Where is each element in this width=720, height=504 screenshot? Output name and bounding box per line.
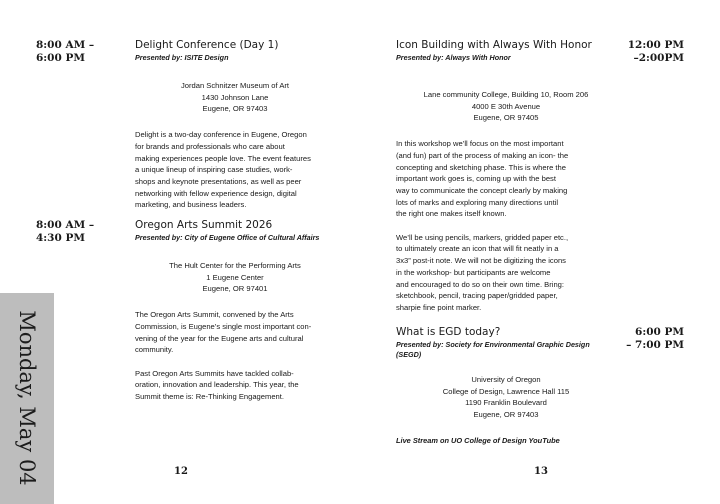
page-number: 13 xyxy=(534,466,548,477)
day-tab xyxy=(0,293,54,504)
event-time: 6:00 PM – 7:00 PM xyxy=(626,326,684,351)
event-description: In this workshop we’ll focus on the most important (and fun) part of the process of making an icon- the concepting and sketching phase. This is where the important work goes is, coming up with the best way to communicate the concept clearly by making lots of marks and exploring many directions until the right one makes itself known. We’ll be using pencils, markers, gridded paper etc., to ultimately create an icon that will fit neatly in a 3x3” post-it note. We will not be digitizing the icons in the workshop- but participants are welcome and encouraged to do so on their own time. Bring: sketchbook, pencil, tracing paper/gridded paper, sharpie fine point marker. xyxy=(396,139,569,312)
event-address: University of Oregon College of Design, Lawrence Hall 115 1190 Franklin Boulevard Eugene, OR 97403 xyxy=(442,375,570,420)
event-title: What is EGD today? xyxy=(396,326,501,338)
event-time: 12:00 PM –2:00PM xyxy=(627,39,684,64)
day-label: Monday, May 04 xyxy=(15,310,39,486)
event-address: Lane community College, Building 10, Room 206 4000 E 30th Avenue Eugene, OR 97405 xyxy=(423,90,589,123)
event-icon-building xyxy=(396,39,616,314)
event-title: Icon Building with Always With Honor xyxy=(396,39,592,51)
event-address: Jordan Schnitzer Museum of Art 1430 Johnson Lane Eugene, OR 97403 xyxy=(180,81,290,114)
event-title: Oregon Arts Summit 2026 xyxy=(135,219,273,231)
event-what-is-egd xyxy=(396,326,616,446)
page-number: 12 xyxy=(174,466,188,477)
event-presenter: Presented by: Society for Environmental Graphic Design (SEGD) xyxy=(396,340,590,359)
event-description: The Oregon Arts Summit, convened by the Arts Commission, is Eugene’s single most important con- vening of the year for the Eugene arts and cultural community. Past Oregon Arts Summits have tackled collab- oration, innovation and leadership. This year, the Summit theme is: Re-Thinking Engagement. xyxy=(135,310,312,402)
event-presenter: Presented by: City of Eugene Office of Cultural Affairs xyxy=(135,233,320,242)
event-title: Delight Conference (Day 1) xyxy=(135,39,279,51)
event-presenter: Presented by: ISITE Design xyxy=(135,53,229,62)
live-stream-note: Live Stream on UO College of Design YouTube xyxy=(396,435,560,445)
event-delight-conference xyxy=(135,39,335,211)
right-page xyxy=(360,0,720,504)
event-oregon-arts-summit xyxy=(135,219,335,403)
event-description: Delight is a two-day conference in Eugene, Oregon for brands and professionals who care about making experiences people love. The event features a unique lineup of inspiring case studies, work- shops and keynote presentations, as well as peer networking with fellow experience design, digital marketing, and business leaders. xyxy=(135,130,311,210)
event-presenter: Presented by: Always With Honor xyxy=(396,53,511,62)
event-time: 8:00 AM – 4:30 PM xyxy=(36,219,95,244)
event-time: 8:00 AM – 6:00 PM xyxy=(36,39,95,64)
event-address: The Hult Center for the Performing Arts 1 Eugene Center Eugene, OR 97401 xyxy=(169,261,301,294)
